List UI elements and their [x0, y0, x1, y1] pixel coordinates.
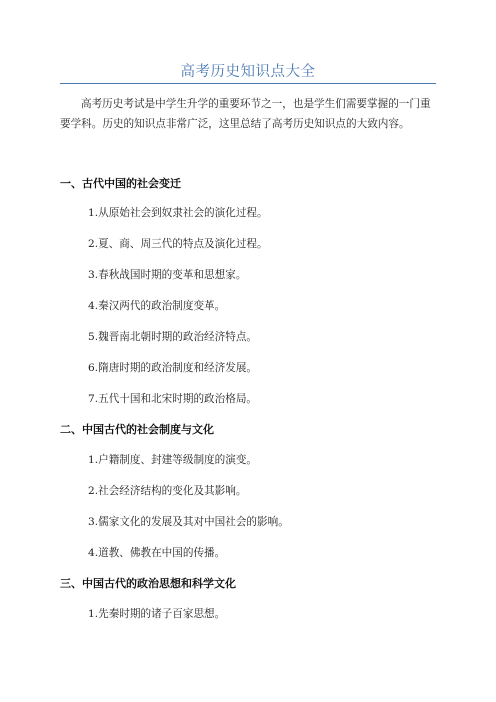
section-heading-3: 三、中国古代的政治思想和科学文化 [60, 577, 236, 590]
intro-paragraph: 高考历史考试是中学生升学的重要环节之一，也是学生们需要掌握的一门重要学科。历史的知识点非常广泛，这里总结了高考历史知识点的大致内容。 [60, 98, 431, 130]
section-heading-1: 一、古代中国的社会变迁 [60, 177, 181, 190]
title-underline [60, 83, 436, 84]
list-item: 7.五代十国和北宋时期的政治格局。 [88, 393, 258, 405]
list-item: 1.从原始社会到奴隶社会的演化过程。 [88, 207, 268, 219]
list-item: 3.儒家文化的发展及其对中国社会的影响。 [88, 516, 289, 528]
list-item: 4.秦汉两代的政治制度变革。 [88, 300, 226, 312]
list-item: 3.春秋战国时期的变革和思想家。 [88, 269, 247, 281]
section-heading-2: 二、中国古代的社会制度与文化 [60, 423, 214, 436]
document-title: 高考历史知识点大全 [180, 64, 316, 80]
list-item: 1.户籍制度、封建等级制度的演变。 [88, 454, 258, 466]
list-item: 2.夏、商、周三代的特点及演化过程。 [88, 238, 268, 250]
list-item: 2.社会经济结构的变化及其影响。 [88, 485, 247, 497]
list-item: 5.魏晋南北朝时期的政治经济特点。 [88, 331, 258, 343]
list-item: 1.先秦时期的诸子百家思想。 [88, 608, 226, 620]
list-item: 4.道教、佛教在中国的传播。 [88, 547, 226, 559]
list-item: 6.隋唐时期的政治制度和经济发展。 [88, 362, 258, 374]
